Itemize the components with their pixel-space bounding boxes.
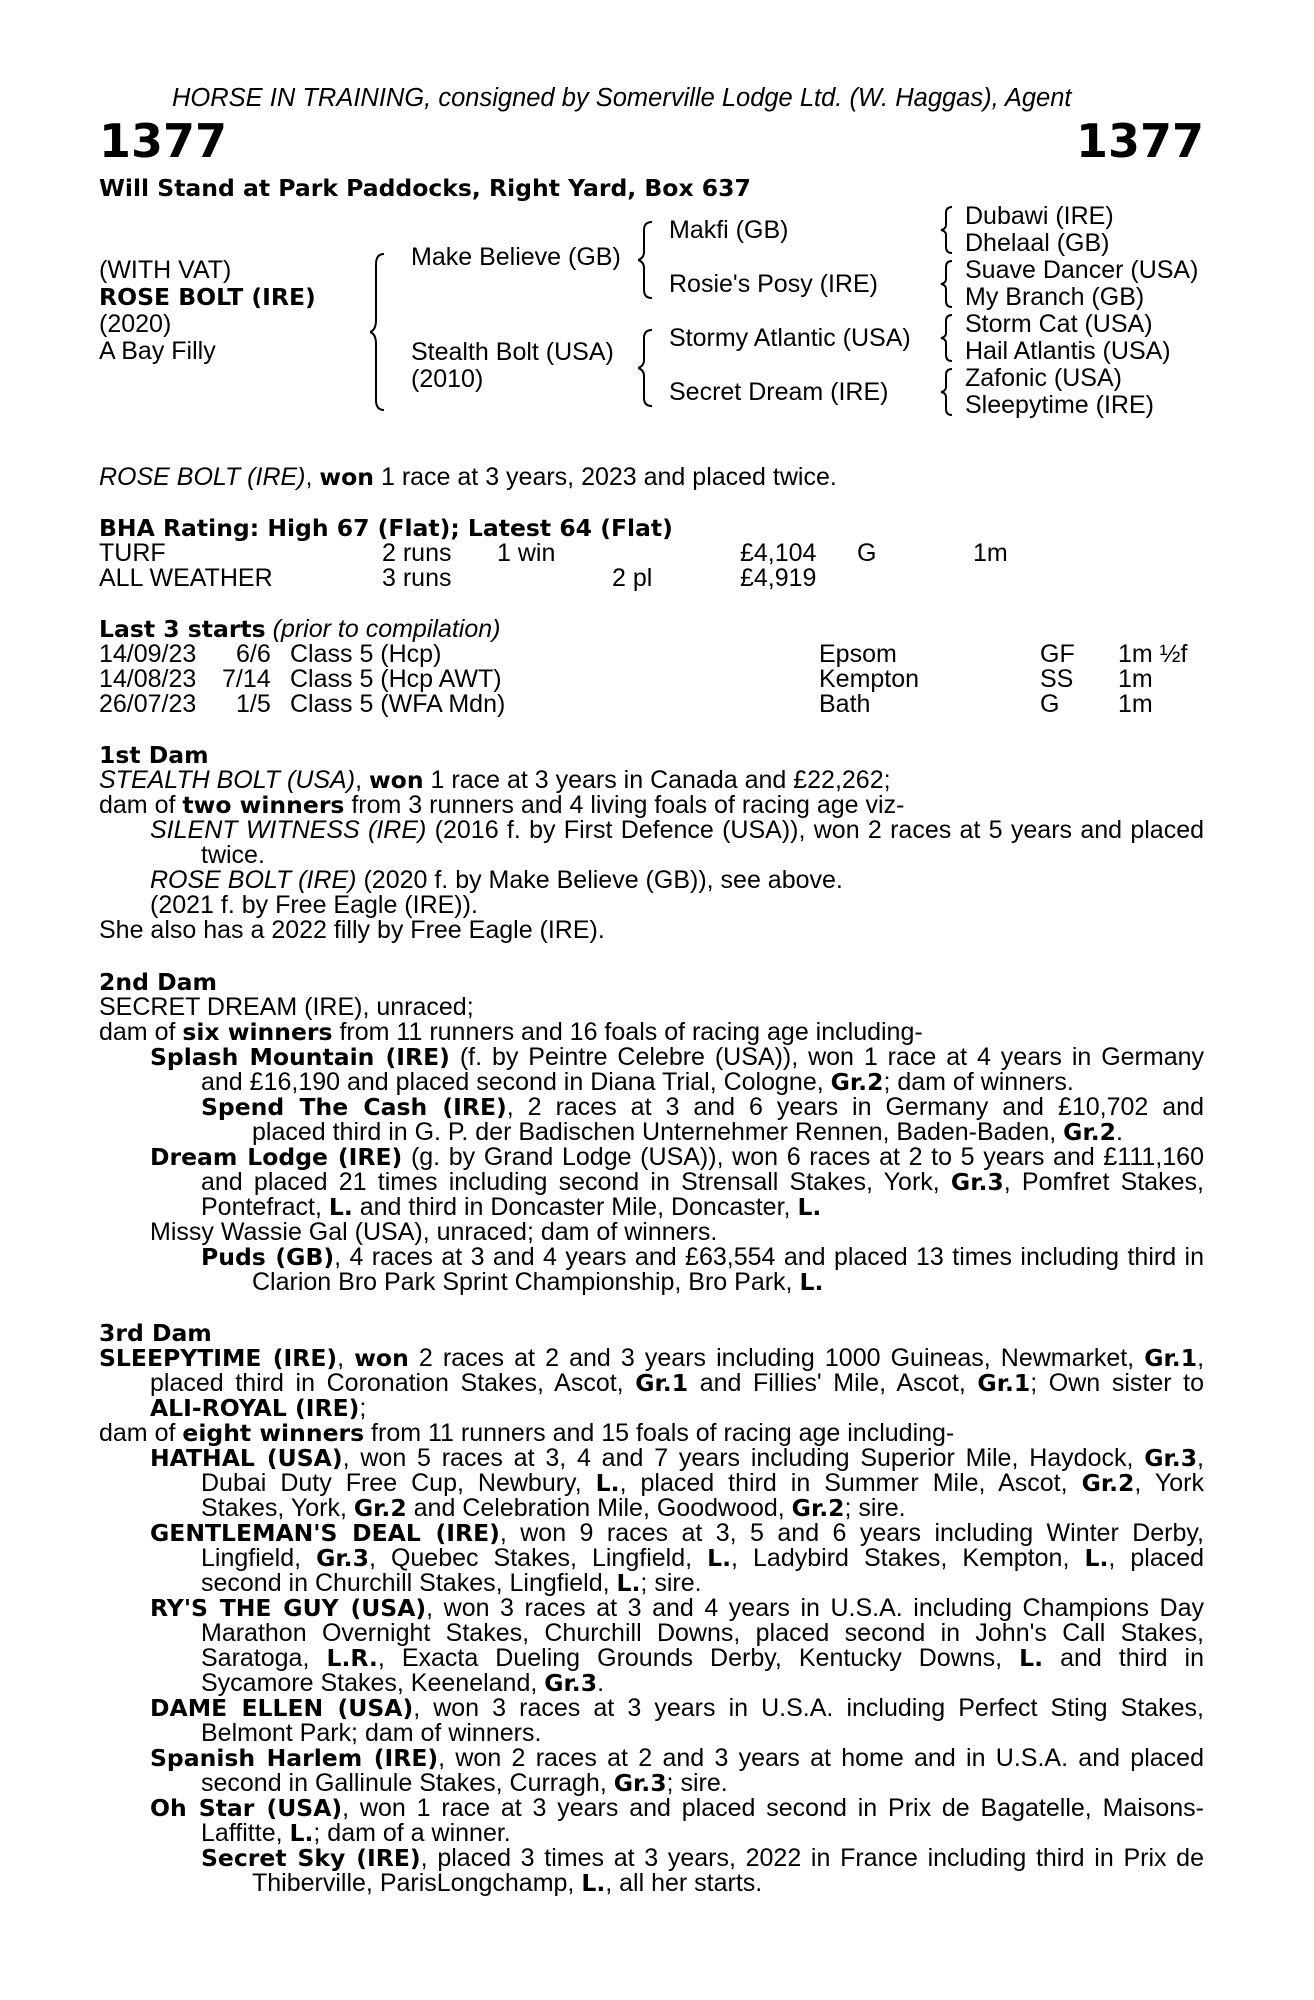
pedigree-dam: Stealth Bolt (USA)	[411, 338, 614, 366]
dream-lodge-cont: and placed 21 times including second in Strensall Stakes, York, Gr.3, Pomfret Stakes,	[201, 1168, 1204, 1196]
catalogue-page: HORSE IN TRAINING, consigned by Somerville Lodge Ltd. (W. Haggas), Agent 1377 1377 Will Stand at Park Paddocks, Right Yard, Box 637 (WITH VAT) ROSE BOLT (IRE) (2020) A Bay Filly Make Believe (GB) Stealth Bolt (USA) (2010) Makfi (GB) Rosie's Posy (IRE) Stormy Atlantic (USA) Secret Dream (IRE) Dubawi (IRE) Dhelaal (GB) Suave Dancer (USA) My Branch (GB) Storm Cat (USA) Hail Atlantis (USA) Zafonic (USA) Sleepytime (IRE) ROSE BOLT (IRE), won 1 race at 3 years, 2023 and placed twice. BHA Rating: High 67 (Flat); Latest 64 (Flat) TURF 2 runs 1 win £4,104 G 1m ALL WEATHER 3 runs 2 pl £4,919 Last 3 starts (prior to compilation) 14/09/23 6/6 Class 5 (Hcp) Epsom GF 1m ½f 14/08/23 7/14 Class 5 (Hcp AWT) Kempton SS 1m 26/07/23 1/5 Class 5 (WFA Mdn) Bath G 1m 1st Dam STEALTH BOLT (USA), won 1 race at 3 years in Canada and £22,262; dam of two winners from 3 runners and 4 living foals of racing age viz- SILENT WITNESS (IRE) (2016 f. by First Defence (USA)), won 2 races at 5 years and placed twice. ROSE BOLT (IRE) (2020 f. by Make Believe (GB)), see above. (2021 f. by Free Eagle (IRE)). She also has a 2022 filly by Free Eagle (IRE). 2nd Dam SECRET DREAM (IRE), unraced; dam of six winners from 11 runners and 16 foals of racing age including- Splash Mountain (IRE) (f. by Peintre Celebre (USA)), won 1 race at 4 years in Germany and £16,190 and placed second in Diana Trial, Cologne, Gr.2; dam of winners. Spend The Cash (IRE), 2 races at 3 and 6 years in Germany and £10,702 and placed third in G. P. der Badischen Unternehmer Rennen, Baden-Baden, Gr.2. Dream Lodge (IRE) (g. by Grand Lodge (USA)), won 6 races at 2 to 5 years and £111,160 and placed 21 times including second in Strensall Stakes, York, Gr.3, Pomfret Stakes, Pontefract, L. and third in Doncaster Mile, Doncaster, L. Missy Wassie Gal (USA), unraced; dam of winners. Puds (GB), 4 races at 3 and 4 years and £63,554 and placed 13 times including third in Clarion Bro Park Sprint Championship, Bro Park, L. 3rd Dam SLEEPYTIME (IRE), won 2 races at 2 and 3 years including 1000 Guineas, Newmarket, Gr.1, placed third in Coronation Stakes, Ascot, Gr.1 and Fillies' Mile, Ascot, Gr.1; Own sister to ALI-ROYAL (IRE); dam of eight winners from 11 runners and 15 foals of racing age including- HATHAL (USA), won 5 races at 3, 4 and 7 years including Superior Mile, Haydock, Gr.3, Dubai Duty Free Cup, Newbury, L., placed third in Summer Mile, Ascot, Gr.2, York Stakes, York, Gr.2 and Celebration Mile, Goodwood, Gr.2; sire. GENTLEMAN'S DEAL (IRE), won 9 races at 3, 5 and 6 years including Winter Derby, Lingfield, Gr.3, Quebec Stakes, Lingfield, L., Ladybird Stakes, Kempton, L., placed second in Churchill Stakes, Lingfield, L.; sire. RY'S THE GUY (USA), won 3 races at 3 and 4 years in U.S.A. including Champions Day Marathon Overnight Stakes, Churchill Downs, placed second in John's Call Stakes, Saratoga, L.R., Exacta Dueling Grounds Derby, Kentucky Downs, L. and third in Sycamore Stakes, Keeneland, Gr.3. DAME ELLEN (USA), won 3 races at 3 years in U.S.A. including Perfect Sting Stakes, Belmont Park; dam of winners. Spanish Harlem (IRE), won 2 races at 2 and 3 years at home and in U.S.A. and placed second in Gallinule Stakes, Curragh, Gr.3; sire. Oh Star (USA), won 1 race at 3 years and placed second in Prix de Bagatelle, Maisons- Laffitte, L.; dam of a winner. Secret Sky (IRE), placed 3 times at 3 years, 2022 in France including third in Prix de Thiberville, ParisLongchamp, L., all her starts.	[99, 84, 1205, 1897]
pedigree-dam-sire: Stormy Atlantic (USA)	[669, 324, 911, 352]
spanish-harlem-cont: second in Gallinule Stakes, Curragh, Gr.3; sire.	[201, 1769, 728, 1797]
sleepytime-entry: SLEEPYTIME (IRE), won 2 races at 2 and 3 years including 1000 Guineas, Newmarket, Gr.1,	[99, 1344, 1205, 1372]
first-dam-heading: 1st Dam	[99, 741, 209, 769]
produce-silent-witness-cont: twice.	[201, 841, 265, 869]
puds-cont: Clarion Bro Park Sprint Championship, Bro Park, L.	[252, 1268, 824, 1296]
lot-number-left: 1377	[99, 114, 228, 168]
second-dam-line: SECRET DREAM (IRE), unraced;	[99, 993, 474, 1021]
splash-mountain-entry: Splash Mountain (IRE) (f. by Peintre Celebre (USA)), won 1 race at 4 years in Germany	[150, 1043, 1205, 1071]
rys-the-guy-cont: Marathon Overnight Stakes, Churchill Downs, placed second in John's Call Stakes,	[201, 1619, 1204, 1647]
pedigree-brace-sire	[638, 220, 656, 300]
pedigree-gg6: Hail Atlantis (USA)	[965, 337, 1171, 365]
spend-the-cash-cont: placed third in G. P. der Badischen Unternehmer Rennen, Baden-Baden, Gr.2.	[252, 1118, 1123, 1146]
spend-the-cash-entry: Spend The Cash (IRE), 2 races at 3 and 6 years in Germany and £10,702 and	[201, 1093, 1204, 1121]
last-starts-heading: Last 3 starts (prior to compilation)	[99, 615, 501, 643]
rys-the-guy-cont3: Sycamore Stakes, Keeneland, Gr.3.	[201, 1669, 605, 1697]
sleepytime-cont: placed third in Coronation Stakes, Ascot, Gr.1 and Fillies' Mile, Ascot, Gr.1; Own sister to	[150, 1369, 1205, 1397]
rys-the-guy-entry: RY'S THE GUY (USA), won 3 races at 3 and 4 years in U.S.A. including Champions Day	[150, 1594, 1204, 1622]
third-dam-heading: 3rd Dam	[99, 1319, 212, 1347]
produce-rose-bolt: ROSE BOLT (IRE) (2020 f. by Make Believe (GB)), see above.	[150, 866, 843, 894]
splash-mountain-cont: and £16,190 and placed second in Diana Trial, Cologne, Gr.2; dam of winners.	[201, 1068, 1074, 1096]
missy-wassie-gal-entry: Missy Wassie Gal (USA), unraced; dam of winners.	[150, 1218, 718, 1246]
pedigree-brace-g2	[940, 259, 954, 309]
pedigree-brace-dam	[638, 328, 656, 408]
stand-location: Will Stand at Park Paddocks, Right Yard, Box 637	[99, 174, 751, 202]
puds-entry: Puds (GB), 4 races at 3 and 4 years and £63,554 and placed 13 times including third in	[201, 1243, 1204, 1271]
lot-number-right: 1377	[1075, 114, 1204, 168]
pedigree-brace-1	[370, 252, 390, 412]
third-dam-produce-line: dam of eight winners from 11 runners and 15 foals of racing age including-	[99, 1419, 955, 1447]
pedigree-gg2: Dhelaal (GB)	[965, 229, 1110, 257]
dame-ellen-cont: Belmont Park; dam of winners.	[201, 1719, 542, 1747]
ali-royal: ALI-ROYAL (IRE);	[150, 1394, 367, 1422]
spanish-harlem-entry: Spanish Harlem (IRE), won 2 races at 2 and 3 years at home and in U.S.A. and placed	[150, 1744, 1204, 1772]
consignor-line: HORSE IN TRAINING, consigned by Somerville Lodge Ltd. (W. Haggas), Agent	[172, 84, 1072, 112]
dream-lodge-entry: Dream Lodge (IRE) (g. by Grand Lodge (USA)), won 6 races at 2 to 5 years and £111,160	[150, 1143, 1204, 1171]
hathal-cont: Dubai Duty Free Cup, Newbury, L., placed third in Summer Mile, Ascot, Gr.2, York	[201, 1469, 1204, 1497]
pedigree-gg8: Sleepytime (IRE)	[965, 391, 1154, 419]
rys-the-guy-cont2: Saratoga, L.R., Exacta Dueling Grounds Derby, Kentucky Downs, L. and third in	[201, 1644, 1204, 1672]
pedigree-brace-g1	[940, 205, 954, 255]
dream-lodge-cont2: Pontefract, L. and third in Doncaster Mile, Doncaster, L.	[201, 1193, 822, 1221]
pedigree-dam-year: (2010)	[411, 365, 484, 393]
pedigree-sire-sire: Makfi (GB)	[669, 216, 789, 244]
horse-year: (2020)	[99, 310, 172, 338]
oh-star-entry: Oh Star (USA), won 1 race at 3 years and placed second in Prix de Bagatelle, Maisons-	[150, 1794, 1204, 1822]
secret-sky-cont: Thiberville, ParisLongchamp, L., all her starts.	[252, 1869, 763, 1897]
produce-2022-note: She also has a 2022 filly by Free Eagle (IRE).	[99, 916, 605, 944]
pedigree-gg4: My Branch (GB)	[965, 283, 1145, 311]
oh-star-cont: Laffitte, L.; dam of a winner.	[201, 1819, 511, 1847]
second-dam-produce-line: dam of six winners from 11 runners and 16 foals of racing age including-	[99, 1018, 923, 1046]
gentlemans-deal-cont2: second in Churchill Stakes, Lingfield, L.; sire.	[201, 1569, 702, 1597]
pedigree-gg7: Zafonic (USA)	[965, 364, 1122, 392]
pedigree-gg1: Dubawi (IRE)	[965, 202, 1114, 230]
bha-rating: BHA Rating: High 67 (Flat); Latest 64 (Flat)	[99, 514, 673, 542]
pedigree-brace-g3	[940, 313, 954, 363]
vat-note: (WITH VAT)	[99, 256, 232, 284]
gentlemans-deal-cont: Lingfield, Gr.3, Quebec Stakes, Lingfield, L., Ladybird Stakes, Kempton, L., placed	[201, 1544, 1205, 1572]
secret-sky-entry: Secret Sky (IRE), placed 3 times at 3 years, 2022 in France including third in Prix de	[201, 1844, 1204, 1872]
pedigree-sire: Make Believe (GB)	[411, 243, 621, 271]
produce-silent-witness: SILENT WITNESS (IRE) (2016 f. by First Defence (USA)), won 2 races at 5 years and placed	[150, 816, 1204, 844]
gentlemans-deal-entry: GENTLEMAN'S DEAL (IRE), won 9 races at 3, 5 and 6 years including Winter Derby,	[150, 1519, 1205, 1547]
second-dam-heading: 2nd Dam	[99, 968, 217, 996]
horse-name: ROSE BOLT (IRE)	[99, 283, 316, 311]
dame-ellen-entry: DAME ELLEN (USA), won 3 races at 3 years in U.S.A. including Perfect Sting Stakes,	[150, 1694, 1204, 1722]
pedigree-brace-g4	[940, 367, 954, 417]
first-dam-produce-line: dam of two winners from 3 runners and 4 living foals of racing age viz-	[99, 791, 905, 819]
pedigree-dam-dam: Secret Dream (IRE)	[669, 378, 889, 406]
race-summary: ROSE BOLT (IRE), won 1 race at 3 years, 2023 and placed twice.	[99, 463, 837, 491]
pedigree-sire-dam: Rosie's Posy (IRE)	[669, 270, 878, 298]
first-dam-line: STEALTH BOLT (USA), won 1 race at 3 years in Canada and £22,262;	[99, 766, 891, 794]
horse-description: A Bay Filly	[99, 337, 216, 365]
produce-2021: (2021 f. by Free Eagle (IRE)).	[150, 891, 478, 919]
hathal-entry: HATHAL (USA), won 5 races at 3, 4 and 7 years including Superior Mile, Haydock, Gr.3,	[150, 1444, 1204, 1472]
hathal-cont2: Stakes, York, Gr.2 and Celebration Mile, Goodwood, Gr.2; sire.	[201, 1494, 906, 1522]
pedigree-gg3: Suave Dancer (USA)	[965, 256, 1199, 284]
pedigree-gg5: Storm Cat (USA)	[965, 310, 1153, 338]
